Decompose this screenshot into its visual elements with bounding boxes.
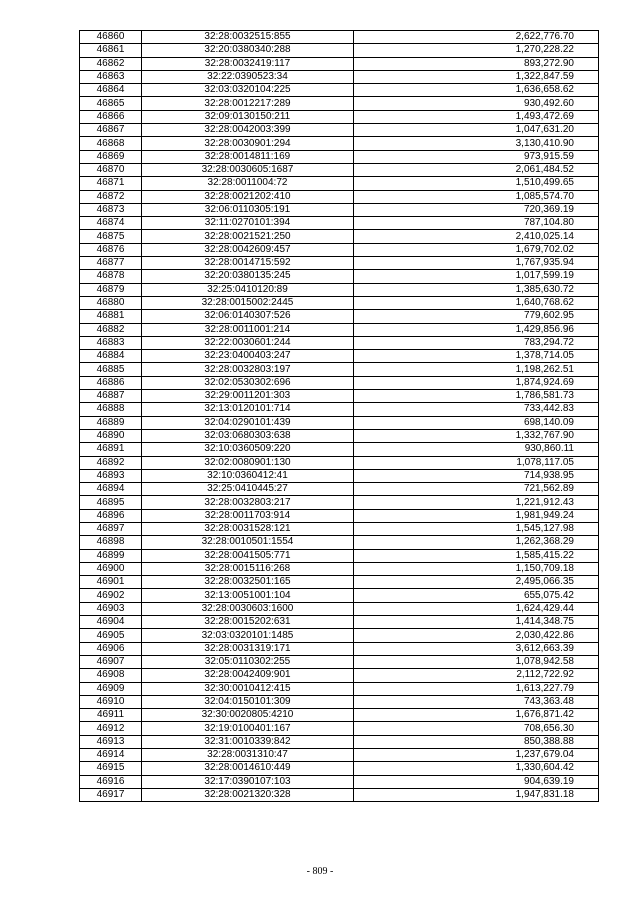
row-number-cell: 46901 — [80, 576, 142, 589]
cadastral-number-cell: 32:28:0030901:294 — [142, 137, 354, 150]
table-row — [80, 137, 599, 150]
amount-cell: 698,140.09 — [354, 416, 599, 429]
row-number-cell: 46916 — [80, 775, 142, 788]
amount-cell: 743,363.48 — [354, 695, 599, 708]
table-row — [80, 602, 599, 615]
amount-cell: 3,130,410.90 — [354, 137, 599, 150]
row-number-cell: 46885 — [80, 363, 142, 376]
table-row — [80, 230, 599, 243]
row-number-cell: 46898 — [80, 536, 142, 549]
cadastral-number-cell: 32:17:0390107:103 — [142, 775, 354, 788]
amount-cell: 2,030,422.86 — [354, 629, 599, 642]
table-row — [80, 429, 599, 442]
cadastral-number-cell: 32:28:0021320:328 — [142, 788, 354, 801]
table-row — [80, 456, 599, 469]
amount-cell: 1,429,856.96 — [354, 323, 599, 336]
table-row — [80, 589, 599, 602]
cadastral-number-cell: 32:10:0360509:220 — [142, 443, 354, 456]
amount-cell: 1,640,768.62 — [354, 296, 599, 309]
amount-cell: 1,262,368.29 — [354, 536, 599, 549]
amount-cell: 904,639.19 — [354, 775, 599, 788]
row-number-cell: 46863 — [80, 70, 142, 83]
table-row — [80, 57, 599, 70]
table-row — [80, 483, 599, 496]
table-row — [80, 788, 599, 801]
table-row — [80, 203, 599, 216]
table-row — [80, 390, 599, 403]
row-number-cell: 46875 — [80, 230, 142, 243]
row-number-cell: 46888 — [80, 403, 142, 416]
amount-cell: 720,369.19 — [354, 203, 599, 216]
cadastral-number-cell: 32:03:0320104:225 — [142, 84, 354, 97]
table-row — [80, 190, 599, 203]
row-number-cell: 46902 — [80, 589, 142, 602]
row-number-cell: 46904 — [80, 616, 142, 629]
row-number-cell: 46894 — [80, 483, 142, 496]
amount-cell: 1,676,871.42 — [354, 709, 599, 722]
cadastral-number-cell: 32:28:0041505:771 — [142, 549, 354, 562]
amount-cell: 1,510,499.65 — [354, 177, 599, 190]
table-row — [80, 283, 599, 296]
amount-cell: 1,636,658.62 — [354, 84, 599, 97]
table-row — [80, 416, 599, 429]
cadastral-number-cell: 32:04:0150101:309 — [142, 695, 354, 708]
row-number-cell: 46903 — [80, 602, 142, 615]
cadastral-number-cell: 32:28:0011703:914 — [142, 509, 354, 522]
cadastral-number-cell: 32:28:0015002:2445 — [142, 296, 354, 309]
records-table — [79, 30, 599, 802]
amount-cell: 1,874,924.69 — [354, 376, 599, 389]
table-row — [80, 709, 599, 722]
table-row — [80, 163, 599, 176]
table-row — [80, 363, 599, 376]
cadastral-number-cell: 32:28:0021521:250 — [142, 230, 354, 243]
table-row — [80, 562, 599, 575]
amount-cell: 850,388.88 — [354, 735, 599, 748]
amount-cell: 973,915.59 — [354, 150, 599, 163]
cadastral-number-cell: 32:02:0080901:130 — [142, 456, 354, 469]
cadastral-number-cell: 32:13:0051001:104 — [142, 589, 354, 602]
amount-cell: 721,562.89 — [354, 483, 599, 496]
table-row — [80, 270, 599, 283]
amount-cell: 1,085,574.70 — [354, 190, 599, 203]
amount-cell: 930,860.11 — [354, 443, 599, 456]
cadastral-number-cell: 32:28:0011004:72 — [142, 177, 354, 190]
row-number-cell: 46891 — [80, 443, 142, 456]
table-row — [80, 403, 599, 416]
table-row — [80, 549, 599, 562]
amount-cell: 3,612,663.39 — [354, 642, 599, 655]
amount-cell: 787,104.80 — [354, 217, 599, 230]
amount-cell: 1,332,767.90 — [354, 429, 599, 442]
cadastral-number-cell: 32:25:0410120:89 — [142, 283, 354, 296]
row-number-cell: 46862 — [80, 57, 142, 70]
amount-cell: 1,679,702.02 — [354, 243, 599, 256]
row-number-cell: 46879 — [80, 283, 142, 296]
cadastral-number-cell: 32:19:0100401:167 — [142, 722, 354, 735]
cadastral-number-cell: 32:04:0290101:439 — [142, 416, 354, 429]
row-number-cell: 46890 — [80, 429, 142, 442]
cadastral-number-cell: 32:28:0014811:169 — [142, 150, 354, 163]
row-number-cell: 46897 — [80, 522, 142, 535]
row-number-cell: 46861 — [80, 44, 142, 57]
amount-cell: 783,294.72 — [354, 336, 599, 349]
table-row — [80, 97, 599, 110]
row-number-cell: 46880 — [80, 296, 142, 309]
table-row — [80, 522, 599, 535]
row-number-cell: 46909 — [80, 682, 142, 695]
table-row — [80, 722, 599, 735]
table-row — [80, 642, 599, 655]
row-number-cell: 46878 — [80, 270, 142, 283]
cadastral-number-cell: 32:30:0020805:4210 — [142, 709, 354, 722]
row-number-cell: 46877 — [80, 257, 142, 270]
amount-cell: 1,624,429.44 — [354, 602, 599, 615]
amount-cell: 1,613,227.79 — [354, 682, 599, 695]
cadastral-number-cell: 32:28:0015116:268 — [142, 562, 354, 575]
amount-cell: 1,237,679.04 — [354, 749, 599, 762]
amount-cell: 1,414,348.75 — [354, 616, 599, 629]
row-number-cell: 46876 — [80, 243, 142, 256]
cadastral-number-cell: 32:25:0410445:27 — [142, 483, 354, 496]
row-number-cell: 46860 — [80, 31, 142, 44]
cadastral-number-cell: 32:28:0031310:47 — [142, 749, 354, 762]
row-number-cell: 46914 — [80, 749, 142, 762]
table-row — [80, 31, 599, 44]
table-row — [80, 749, 599, 762]
table-row — [80, 775, 599, 788]
row-number-cell: 46913 — [80, 735, 142, 748]
row-number-cell: 46895 — [80, 496, 142, 509]
row-number-cell: 46899 — [80, 549, 142, 562]
amount-cell: 1,150,709.18 — [354, 562, 599, 575]
table-row — [80, 576, 599, 589]
table-row — [80, 350, 599, 363]
cadastral-number-cell: 32:22:0030601:244 — [142, 336, 354, 349]
amount-cell: 2,622,776.70 — [354, 31, 599, 44]
amount-cell: 1,078,942.58 — [354, 655, 599, 668]
amount-cell: 1,385,630.72 — [354, 283, 599, 296]
cadastral-number-cell: 32:28:0032803:197 — [142, 363, 354, 376]
amount-cell: 1,047,631.20 — [354, 124, 599, 137]
page-number: - 809 - — [306, 866, 334, 877]
row-number-cell: 46896 — [80, 509, 142, 522]
cadastral-number-cell: 32:28:0032803:217 — [142, 496, 354, 509]
amount-cell: 779,602.95 — [354, 310, 599, 323]
cadastral-number-cell: 32:31:0010339:842 — [142, 735, 354, 748]
table-row — [80, 150, 599, 163]
amount-cell: 1,786,581.73 — [354, 390, 599, 403]
amount-cell: 1,017,599.19 — [354, 270, 599, 283]
row-number-cell: 46866 — [80, 110, 142, 123]
table-row — [80, 443, 599, 456]
cadastral-number-cell: 32:20:0380340:288 — [142, 44, 354, 57]
amount-cell: 1,545,127.98 — [354, 522, 599, 535]
table-row — [80, 496, 599, 509]
amount-cell: 1,330,604.42 — [354, 762, 599, 775]
cadastral-number-cell: 32:28:0012217:289 — [142, 97, 354, 110]
cadastral-number-cell: 32:09:0130150:211 — [142, 110, 354, 123]
table-row — [80, 376, 599, 389]
cadastral-number-cell: 32:30:0010412:415 — [142, 682, 354, 695]
table-row — [80, 695, 599, 708]
amount-cell: 1,493,472.69 — [354, 110, 599, 123]
row-number-cell: 46917 — [80, 788, 142, 801]
cadastral-number-cell: 32:28:0030605:1687 — [142, 163, 354, 176]
amount-cell: 2,495,066.35 — [354, 576, 599, 589]
cadastral-number-cell: 32:13:0120101:714 — [142, 403, 354, 416]
cadastral-number-cell: 32:20:0380135:245 — [142, 270, 354, 283]
row-number-cell: 46868 — [80, 137, 142, 150]
table-row — [80, 257, 599, 270]
records-table-body — [80, 31, 599, 802]
cadastral-number-cell: 32:28:0042609:457 — [142, 243, 354, 256]
cadastral-number-cell: 32:28:0011001:214 — [142, 323, 354, 336]
cadastral-number-cell: 32:28:0042409:901 — [142, 669, 354, 682]
amount-cell: 708,656.30 — [354, 722, 599, 735]
table-row — [80, 629, 599, 642]
cadastral-number-cell: 32:28:0032501:165 — [142, 576, 354, 589]
cadastral-number-cell: 32:03:0320101:1485 — [142, 629, 354, 642]
row-number-cell: 46871 — [80, 177, 142, 190]
table-row — [80, 310, 599, 323]
row-number-cell: 46881 — [80, 310, 142, 323]
table-row — [80, 124, 599, 137]
amount-cell: 1,221,912.43 — [354, 496, 599, 509]
cadastral-number-cell: 32:28:0015202:631 — [142, 616, 354, 629]
table-row — [80, 296, 599, 309]
amount-cell: 2,061,484.52 — [354, 163, 599, 176]
row-number-cell: 46867 — [80, 124, 142, 137]
table-row — [80, 177, 599, 190]
row-number-cell: 46874 — [80, 217, 142, 230]
cadastral-number-cell: 32:28:0014610:449 — [142, 762, 354, 775]
amount-cell: 1,981,949.24 — [354, 509, 599, 522]
table-row — [80, 323, 599, 336]
table-row — [80, 616, 599, 629]
row-number-cell: 46873 — [80, 203, 142, 216]
row-number-cell: 46911 — [80, 709, 142, 722]
table-row — [80, 536, 599, 549]
cadastral-number-cell: 32:03:0680303:638 — [142, 429, 354, 442]
cadastral-number-cell: 32:28:0042003:399 — [142, 124, 354, 137]
row-number-cell: 46915 — [80, 762, 142, 775]
table-row — [80, 217, 599, 230]
row-number-cell: 46889 — [80, 416, 142, 429]
row-number-cell: 46886 — [80, 376, 142, 389]
table-row — [80, 44, 599, 57]
amount-cell: 2,112,722.92 — [354, 669, 599, 682]
table-row — [80, 84, 599, 97]
cadastral-number-cell: 32:23:0400403:247 — [142, 350, 354, 363]
row-number-cell: 46870 — [80, 163, 142, 176]
table-row — [80, 762, 599, 775]
cadastral-number-cell: 32:29:0011201:303 — [142, 390, 354, 403]
cadastral-number-cell: 32:28:0032515:855 — [142, 31, 354, 44]
amount-cell: 655,075.42 — [354, 589, 599, 602]
row-number-cell: 46869 — [80, 150, 142, 163]
cadastral-number-cell: 32:05:0110302:255 — [142, 655, 354, 668]
amount-cell: 1,198,262.51 — [354, 363, 599, 376]
row-number-cell: 46905 — [80, 629, 142, 642]
table-row — [80, 70, 599, 83]
row-number-cell: 46907 — [80, 655, 142, 668]
amount-cell: 1,585,415.22 — [354, 549, 599, 562]
cadastral-number-cell: 32:28:0021202:410 — [142, 190, 354, 203]
table-row — [80, 509, 599, 522]
row-number-cell: 46892 — [80, 456, 142, 469]
table-row — [80, 682, 599, 695]
row-number-cell: 46865 — [80, 97, 142, 110]
row-number-cell: 46893 — [80, 469, 142, 482]
cadastral-number-cell: 32:10:0360412:41 — [142, 469, 354, 482]
row-number-cell: 46884 — [80, 350, 142, 363]
row-number-cell: 46883 — [80, 336, 142, 349]
table-row — [80, 110, 599, 123]
amount-cell: 1,378,714.05 — [354, 350, 599, 363]
amount-cell: 1,270,228.22 — [354, 44, 599, 57]
table-row — [80, 469, 599, 482]
table-row — [80, 735, 599, 748]
row-number-cell: 46912 — [80, 722, 142, 735]
table-row — [80, 336, 599, 349]
amount-cell: 1,947,831.18 — [354, 788, 599, 801]
row-number-cell: 46910 — [80, 695, 142, 708]
amount-cell: 2,410,025.14 — [354, 230, 599, 243]
cadastral-number-cell: 32:28:0014715:592 — [142, 257, 354, 270]
cadastral-number-cell: 32:02:0530302:696 — [142, 376, 354, 389]
cadastral-number-cell: 32:28:0031319:171 — [142, 642, 354, 655]
row-number-cell: 46864 — [80, 84, 142, 97]
cadastral-number-cell: 32:11:0270101:394 — [142, 217, 354, 230]
row-number-cell: 46887 — [80, 390, 142, 403]
cadastral-number-cell: 32:28:0010501:1554 — [142, 536, 354, 549]
cadastral-number-cell: 32:28:0031528:121 — [142, 522, 354, 535]
row-number-cell: 46908 — [80, 669, 142, 682]
row-number-cell: 46900 — [80, 562, 142, 575]
table-row — [80, 669, 599, 682]
row-number-cell: 46882 — [80, 323, 142, 336]
cadastral-number-cell: 32:06:0140307:526 — [142, 310, 354, 323]
cadastral-number-cell: 32:06:0110305:191 — [142, 203, 354, 216]
row-number-cell: 46906 — [80, 642, 142, 655]
amount-cell: 1,322,847.59 — [354, 70, 599, 83]
table-row — [80, 243, 599, 256]
amount-cell: 930,492.60 — [354, 97, 599, 110]
table-row — [80, 655, 599, 668]
cadastral-number-cell: 32:28:0032419:117 — [142, 57, 354, 70]
amount-cell: 1,767,935.94 — [354, 257, 599, 270]
amount-cell: 714,938.95 — [354, 469, 599, 482]
row-number-cell: 46872 — [80, 190, 142, 203]
cadastral-number-cell: 32:22:0390523:34 — [142, 70, 354, 83]
cadastral-number-cell: 32:28:0030603:1600 — [142, 602, 354, 615]
amount-cell: 893,272.90 — [354, 57, 599, 70]
amount-cell: 1,078,117.05 — [354, 456, 599, 469]
amount-cell: 733,442.83 — [354, 403, 599, 416]
